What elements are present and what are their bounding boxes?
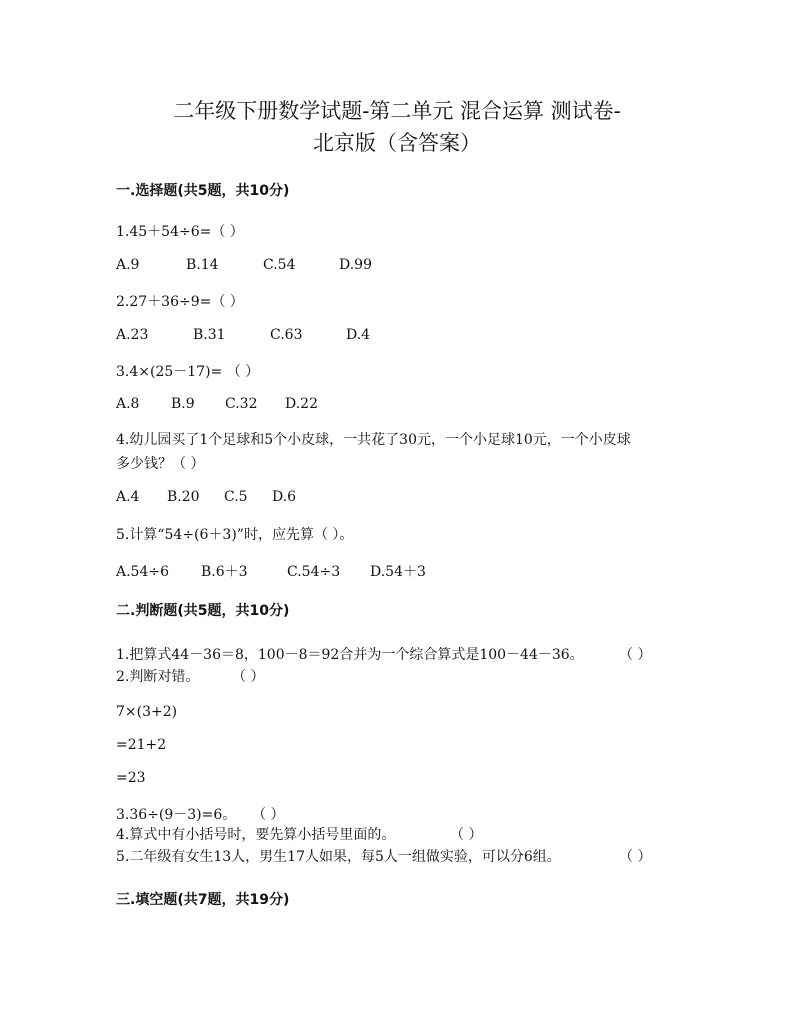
choice-question-3: 3.4×(25－17)= （ ） xyxy=(116,364,260,380)
option: A.54÷6 xyxy=(116,564,170,580)
option: D.6 xyxy=(272,489,297,505)
choice-question-1: 1.45＋54÷6=（ ） xyxy=(116,224,244,240)
section-heading-fill: 三.填空题(共7题，共19分) xyxy=(116,892,290,908)
judge-question-1: 1.把算式44－36＝8，100－8＝92合并为一个综合算式是100－44－36。 xyxy=(116,647,584,663)
option: B.6＋3 xyxy=(201,564,248,580)
option: C.54 xyxy=(263,257,296,273)
option: B.20 xyxy=(167,489,200,505)
option: B.14 xyxy=(186,257,219,273)
answer-paren: （ ） xyxy=(619,849,652,865)
answer-paren: （ ） xyxy=(619,647,652,663)
option: D.22 xyxy=(285,396,318,412)
option: A.4 xyxy=(116,489,140,505)
choice-question-5: 5.计算“54÷(6＋3)”时，应先算（ ）。 xyxy=(116,527,354,543)
section-heading-judge: 二.判断题(共5题，共10分) xyxy=(116,603,290,619)
choice-options-4 xyxy=(116,489,296,505)
option: C.63 xyxy=(270,327,303,343)
option: B.31 xyxy=(193,327,226,343)
calc-line-2: =21+2 xyxy=(116,737,167,753)
option: C.5 xyxy=(224,489,248,505)
judge-question-2: 2.判断对错。 xyxy=(116,669,200,685)
option: A.23 xyxy=(116,327,149,343)
judge-question-5: 5.二年级有女生13人，男生17人如果，每5人一组做实验，可以分6组。 xyxy=(116,849,561,865)
choice-options-2 xyxy=(116,327,370,343)
judge-question-3: 3.36÷(9－3)=6。 xyxy=(116,807,237,823)
answer-paren: （ ） xyxy=(450,827,483,843)
section-heading-choice: 一.选择题(共5题，共10分) xyxy=(116,183,290,199)
choice-question-2: 2.27＋36÷9=（ ） xyxy=(116,294,244,310)
doc-title-line2: 北京版（含答案） xyxy=(313,131,481,155)
option: B.9 xyxy=(171,396,195,412)
calc-line-1: 7×(3+2) xyxy=(116,704,178,720)
option: D.99 xyxy=(339,257,372,273)
choice-question-4-cont: 多少钱？（ ） xyxy=(116,456,205,472)
option: C.54÷3 xyxy=(287,564,341,580)
choice-options-3 xyxy=(116,396,318,412)
option: D.4 xyxy=(346,327,371,343)
answer-paren: （ ） xyxy=(232,669,265,685)
judge-question-4: 4.算式中有小括号时，要先算小括号里面的。 xyxy=(116,827,396,843)
option: A.8 xyxy=(116,396,140,412)
option: A.9 xyxy=(116,257,140,273)
choice-options-5 xyxy=(116,561,426,581)
option: C.32 xyxy=(225,396,258,412)
choice-options-1 xyxy=(116,257,372,273)
calc-line-3: =23 xyxy=(116,770,146,786)
doc-title-line1: 二年级下册数学试题-第二单元 混合运算 测试卷- xyxy=(173,99,621,123)
option: D.54＋3 xyxy=(370,564,426,580)
choice-question-4: 4.幼儿园买了1个足球和5个小皮球，一共花了30元，一个小足球10元，一个小皮球 xyxy=(116,432,631,448)
answer-paren: （ ） xyxy=(252,807,285,823)
